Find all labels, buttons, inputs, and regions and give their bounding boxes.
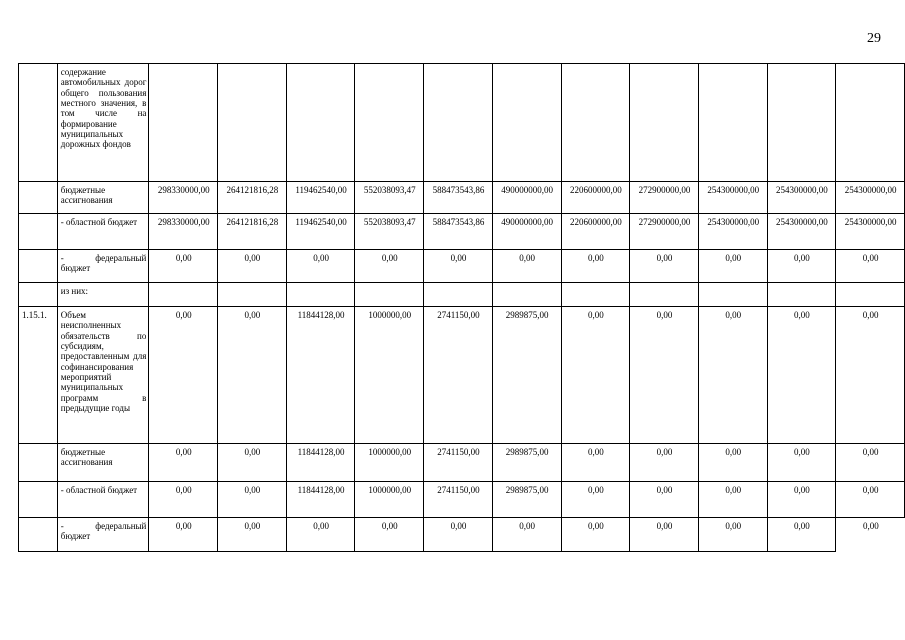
value-cell: 272900000,00 (630, 182, 699, 214)
row-index-cell (19, 182, 58, 214)
value-cell: 2741150,00 (424, 307, 493, 444)
value-cell (355, 283, 424, 307)
budget-table (18, 63, 905, 552)
value-cell (355, 64, 424, 182)
value-cell (492, 283, 561, 307)
value-cell: 0,00 (424, 250, 493, 283)
value-cell: 588473543,86 (424, 214, 493, 250)
value-cell (630, 283, 699, 307)
value-cell: 254300000,00 (698, 182, 767, 214)
row-index-cell (19, 444, 58, 482)
table-row (19, 64, 905, 182)
value-cell: 0,00 (630, 307, 699, 444)
value-cell: 254300000,00 (836, 214, 905, 250)
value-cell: 0,00 (149, 518, 218, 552)
value-cell: 0,00 (767, 307, 836, 444)
value-cell (218, 64, 287, 182)
value-cell (149, 64, 218, 182)
value-cell (286, 283, 355, 307)
value-cell: 490000000,00 (492, 182, 561, 214)
value-cell: 0,00 (561, 444, 630, 482)
value-cell: 0,00 (836, 482, 905, 518)
value-cell: 0,00 (561, 250, 630, 283)
table-row (19, 182, 905, 214)
value-cell: 0,00 (698, 518, 767, 552)
row-label-cell: из них: (57, 283, 149, 307)
value-cell: 119462540,00 (286, 182, 355, 214)
value-cell: 0,00 (698, 250, 767, 283)
value-cell: 1000000,00 (355, 482, 424, 518)
value-cell: 0,00 (492, 250, 561, 283)
value-cell: 0,00 (149, 307, 218, 444)
table-row (19, 214, 905, 250)
row-label-cell: Объем неисполненных обязательств по субсидиям, предоставленным для софинансирования мероприятий муниципальных программ в предыдущие годы (57, 307, 149, 444)
value-cell: 220600000,00 (561, 214, 630, 250)
value-cell: 0,00 (424, 518, 493, 552)
value-cell: 0,00 (355, 518, 424, 552)
value-cell: 0,00 (492, 518, 561, 552)
page-number: 29 (867, 31, 881, 46)
value-cell (561, 64, 630, 182)
value-cell: 0,00 (149, 250, 218, 283)
value-cell: 0,00 (218, 307, 287, 444)
row-label-cell: - федеральный бюджет (57, 250, 149, 283)
value-cell: 0,00 (836, 444, 905, 482)
value-cell: 0,00 (630, 444, 699, 482)
value-cell: 0,00 (630, 482, 699, 518)
value-cell: 254300000,00 (698, 214, 767, 250)
value-cell: 588473543,86 (424, 182, 493, 214)
value-cell: 0,00 (698, 444, 767, 482)
value-cell: 0,00 (286, 250, 355, 283)
value-cell: 0,00 (767, 250, 836, 283)
value-cell (286, 64, 355, 182)
value-cell: 11844128,00 (286, 307, 355, 444)
value-cell: 0,00 (149, 444, 218, 482)
row-label-cell: содержание автомобильных дорог общего пользования местного значения, в том числе на формирование муниципальных дорожных фондов (57, 64, 149, 182)
value-cell (149, 283, 218, 307)
value-cell: 0,00 (698, 482, 767, 518)
value-cell: 0,00 (561, 518, 630, 552)
table-row (19, 250, 905, 283)
value-cell: 11844128,00 (286, 444, 355, 482)
value-cell: 0,00 (149, 482, 218, 518)
table-row (19, 444, 905, 482)
value-cell: 0,00 (218, 518, 287, 552)
table-row (19, 307, 905, 444)
value-cell (630, 64, 699, 182)
value-cell: 490000000,00 (492, 214, 561, 250)
value-cell: 0,00 (286, 518, 355, 552)
value-cell (561, 283, 630, 307)
table-row (19, 482, 905, 518)
row-index-cell (19, 482, 58, 518)
value-cell (492, 64, 561, 182)
row-index-cell (19, 283, 58, 307)
value-cell: 0,00 (561, 307, 630, 444)
value-cell: 0,00 (863, 521, 879, 531)
value-cell: 1000000,00 (355, 307, 424, 444)
value-cell: 298330000,00 (149, 214, 218, 250)
value-cell: 2741150,00 (424, 482, 493, 518)
value-cell: 2989875,00 (492, 482, 561, 518)
value-cell: 298330000,00 (149, 182, 218, 214)
value-cell: 11844128,00 (286, 482, 355, 518)
value-cell: 552038093,47 (355, 214, 424, 250)
value-cell: 0,00 (630, 518, 699, 552)
value-cell: 0,00 (698, 307, 767, 444)
value-cell (698, 64, 767, 182)
value-cell (767, 64, 836, 182)
value-cell: 0,00 (767, 444, 836, 482)
value-cell: 1000000,00 (355, 444, 424, 482)
row-label-cell: - областной бюджет (57, 482, 149, 518)
value-cell: 552038093,47 (355, 182, 424, 214)
value-cell: 0,00 (836, 307, 905, 444)
value-cell: 0,00 (561, 482, 630, 518)
value-cell: 0,00 (767, 482, 836, 518)
row-label-cell: - областной бюджет (57, 214, 149, 250)
value-cell: 2741150,00 (424, 444, 493, 482)
value-cell: 0,00 (218, 444, 287, 482)
value-cell: 254300000,00 (767, 182, 836, 214)
value-cell: 2989875,00 (492, 307, 561, 444)
value-cell (698, 283, 767, 307)
value-cell (836, 64, 905, 182)
value-cell (218, 283, 287, 307)
value-cell (424, 64, 493, 182)
row-label-cell: бюджетные ассигнования (57, 444, 149, 482)
row-index-cell: 1.15.1. (19, 307, 58, 444)
value-cell: 0,00 (218, 250, 287, 283)
value-cell (424, 283, 493, 307)
row-index-cell (19, 518, 58, 552)
row-label-cell: - федеральный бюджет (57, 518, 149, 552)
value-cell: 119462540,00 (286, 214, 355, 250)
value-cell: 264121816,28 (218, 182, 287, 214)
value-cell: 254300000,00 (836, 182, 905, 214)
value-cell: 0,00 (836, 250, 905, 283)
value-cell: 0,00 (767, 518, 836, 552)
value-cell: 2989875,00 (492, 444, 561, 482)
value-cell (767, 283, 836, 307)
value-cell: 0,00 (355, 250, 424, 283)
value-cell: 272900000,00 (630, 214, 699, 250)
row-index-cell (19, 250, 58, 283)
value-cell: 0,00 (218, 482, 287, 518)
value-cell: 220600000,00 (561, 182, 630, 214)
value-cell: 254300000,00 (767, 214, 836, 250)
table-row (19, 283, 905, 307)
table-row (19, 518, 905, 552)
value-cell: 264121816,28 (218, 214, 287, 250)
row-index-cell (19, 214, 58, 250)
row-index-cell (19, 64, 58, 182)
value-cell: 0,00 (630, 250, 699, 283)
row-label-cell: бюджетные ассигнования (57, 182, 149, 214)
value-cell (836, 283, 905, 307)
